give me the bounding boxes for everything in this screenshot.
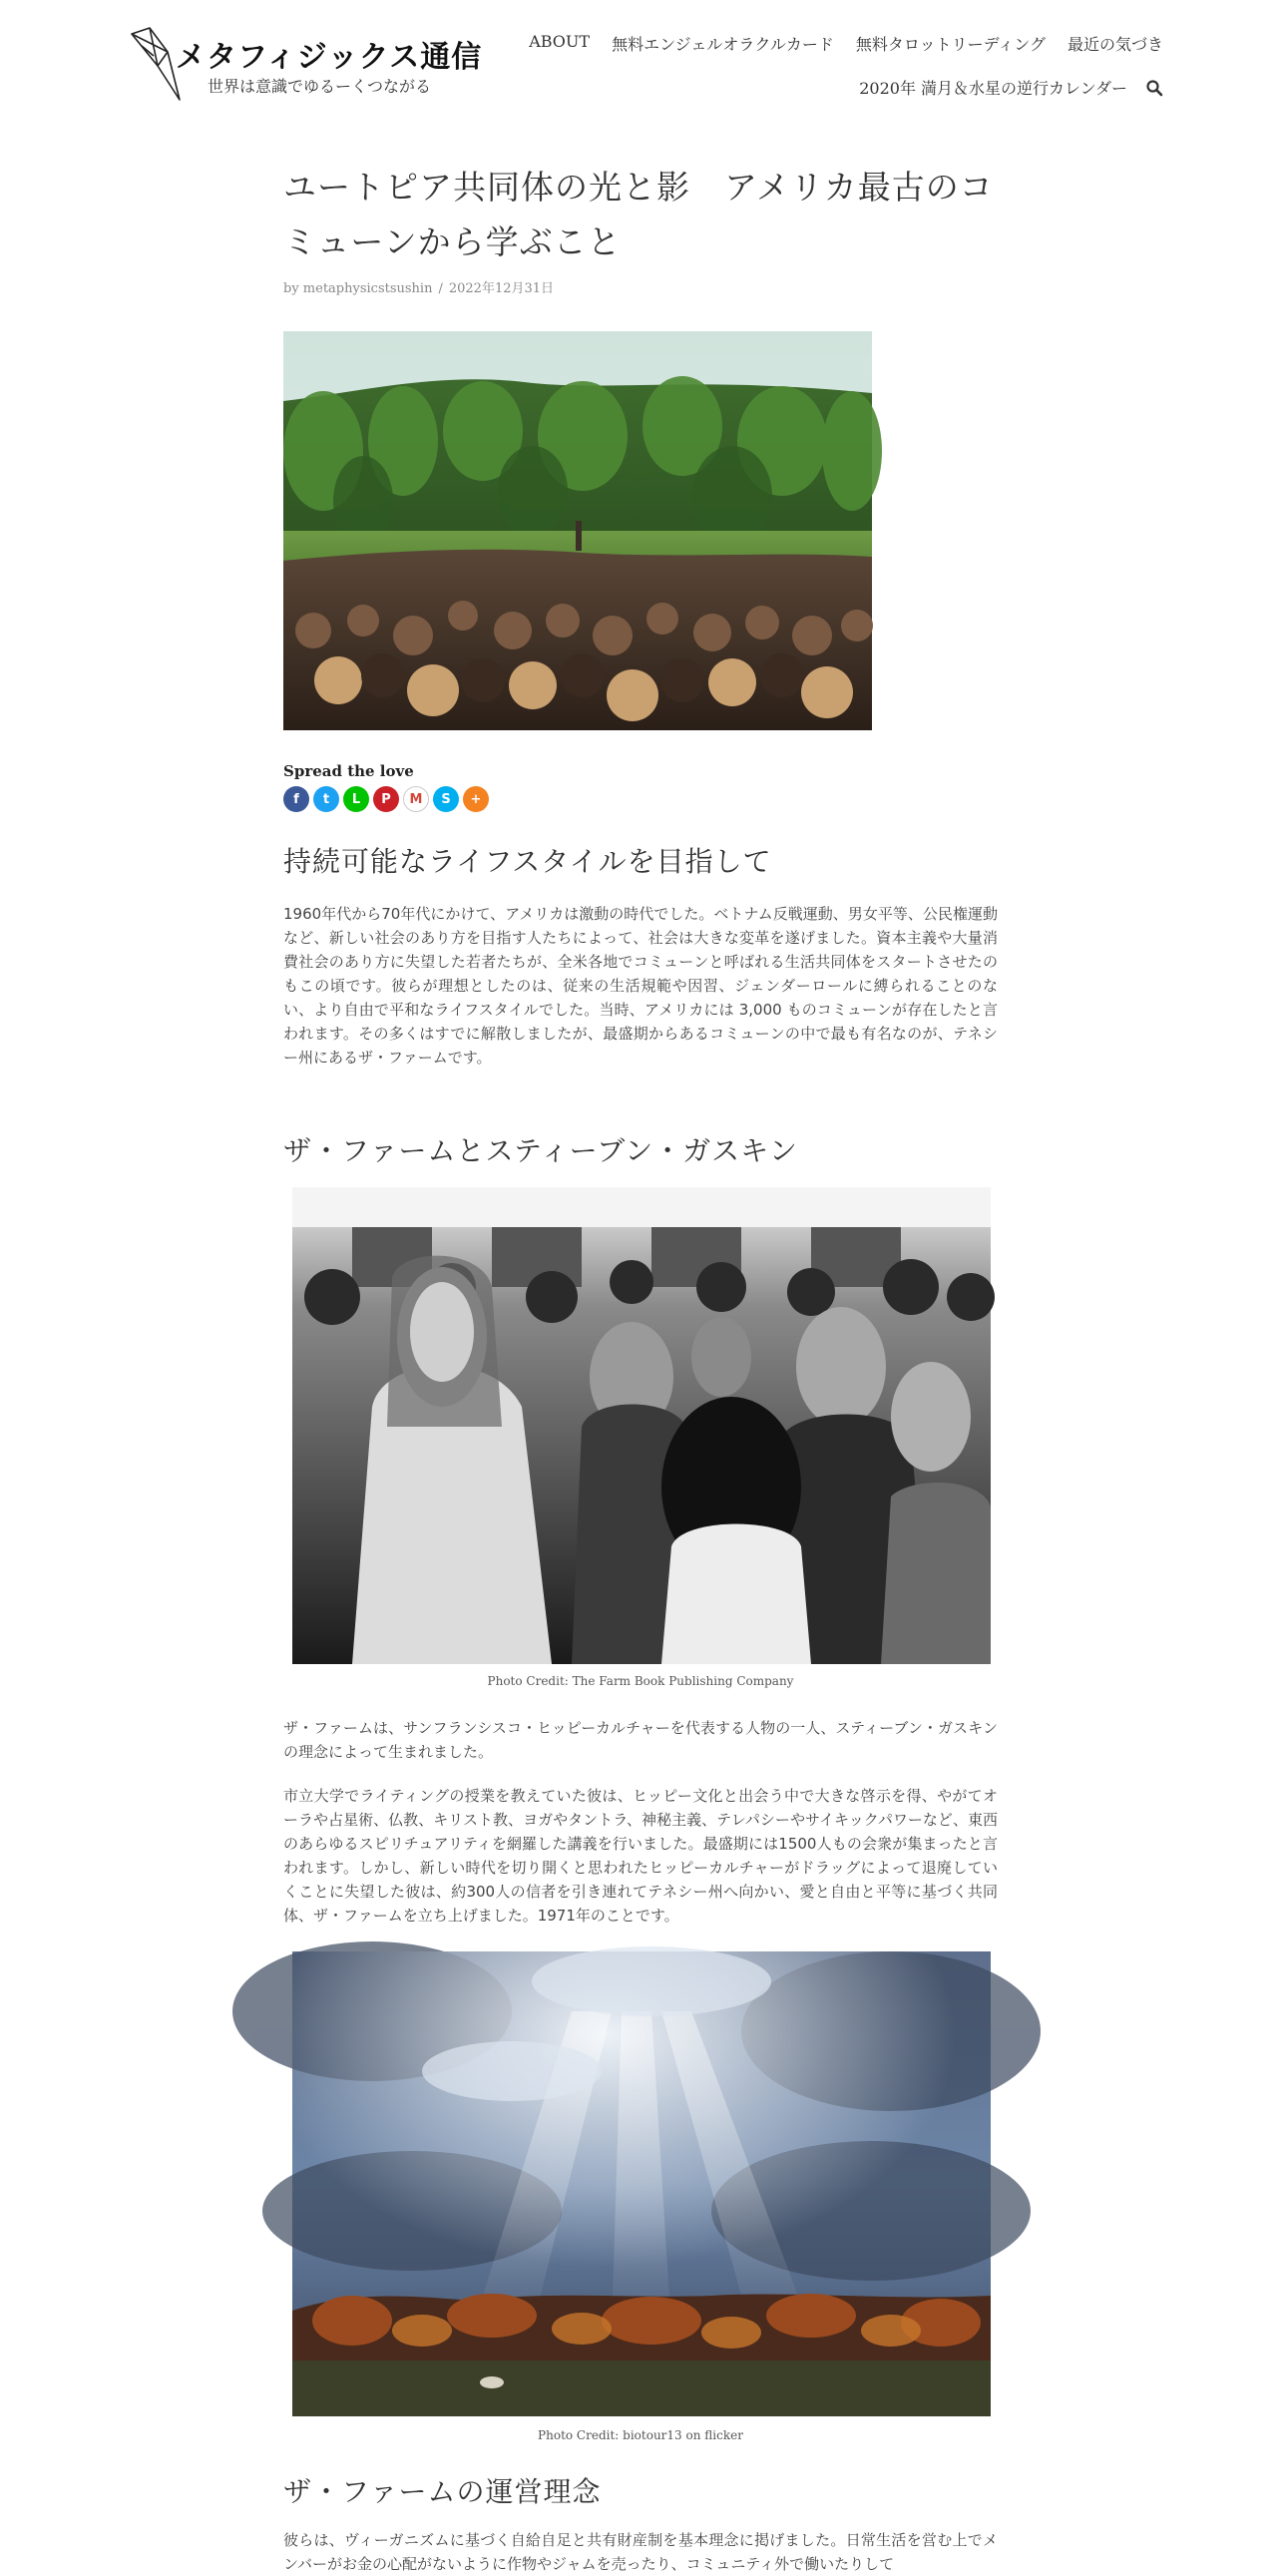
photo-caption-gaskin: Photo Credit: The Farm Book Publishing Company <box>487 1674 794 1688</box>
line-icon[interactable]: L <box>343 786 369 812</box>
sunrays-landscape-photo <box>292 1951 991 2416</box>
facebook-icon[interactable]: f <box>283 786 309 812</box>
section-heading-farm-philosophy: ザ・ファームの運営理念 <box>283 2475 602 2508</box>
article <box>283 160 998 2576</box>
sky-photo <box>292 1951 991 2416</box>
gaskin-photo <box>292 1187 991 1664</box>
gmail-icon[interactable]: M <box>403 786 429 812</box>
post-title: ユートピア共同体の光と影 アメリカ最古のコミューンから学ぶこと <box>283 168 994 261</box>
share-label: Spread the love <box>283 762 414 780</box>
twitter-icon[interactable]: t <box>313 786 339 812</box>
section-body-gaskin-history: 市立大学でライティングの授業を教えていた彼は、ヒッピー文化と出会う中で大きな啓示を得、やがてオーラや占星術、仏教、キリスト教、ヨガやタントラ、神秘主義、テレパシーやサイキックパワーなど、東西のあらゆるスピリチュアリティを網羅した講義を行いました。最盛期には1500人もの会衆が集まったと言われます。しかし、新しい時代を切り開くと思われたヒッピーカルチャーがドラッグによって退廃していくことに失望した彼は、約300人の信者を引き連れてテネシー州へ向かい、愛と自由と平等に基づく共同体、ザ・ファームを立ち上げました。1971年のことです。 <box>283 1787 998 1925</box>
nav-row-primary <box>529 32 1163 55</box>
share-buttons <box>283 786 998 812</box>
gathering-photo <box>283 331 872 730</box>
section-body-sustainable: 1960年代から70年代にかけて、アメリカは激動の時代でした。ベトナム反戦運動、男女平等、公民権運動など、新しい社会のあり方を目指す人たちによって、社会は大きな変革を遂げました。資本主義や大量消費社会のあり方に失望した若者たちが、全米各地でコミューンと呼ばれる生活共同体をスタートさせたのもこの頃です。彼らが理想としたのは、従来の生活規範や因習、ジェンダーロールに縛られることのない、より自由で平和なライフスタイルでした。当時、アメリカには 3,000 ものコミューンが存在したと言われます。その多くはすでに解散しましたが、最盛期からあるコミューンの中で最も有名なのが、テネシー州にあるザ・ファームです。 <box>283 905 998 1067</box>
site-logo[interactable] <box>128 26 483 106</box>
skype-icon[interactable]: S <box>433 786 459 812</box>
nav-item-calendar[interactable]: 2020年 満月＆水星の逆行カレンダー <box>859 79 1127 98</box>
nav-item-recent[interactable]: 最近の気づき <box>1067 35 1163 54</box>
meta-separator: / <box>438 281 443 296</box>
section-body-farm-philosophy: 彼らは、ヴィーガニズムに基づく自給自足と共有財産制を基本理念に掲げました。日常生活を営む上でメンバーがお金の心配がないように作物やジャムを売ったり、コミュニティ外で働いたりして <box>283 2531 998 2573</box>
nav-item-tarot[interactable]: 無料タロットリーディング <box>855 35 1046 54</box>
gaskin-crowd-photo <box>292 1187 991 1664</box>
featured-image <box>283 331 872 730</box>
section-heading-farm-gaskin: ザ・ファームとスティーブン・ガスキン <box>283 1134 798 1167</box>
section-body-farm-intro: ザ・ファームは、サンフランシスコ・ヒッピーカルチャーを代表する人物の一人、スティーブン・ガスキンの理念によって生まれました。 <box>283 1719 998 1761</box>
post-meta <box>283 277 998 296</box>
nav-item-angel-oracle[interactable]: 無料エンジェルオラクルカード <box>612 35 834 54</box>
post-date: 2022年12月31日 <box>448 281 555 296</box>
search-icon[interactable] <box>1145 79 1163 97</box>
main-nav <box>445 28 1163 108</box>
post-author[interactable]: by metaphysicstsushin <box>283 281 433 296</box>
nav-item-about[interactable]: ABOUT <box>529 32 591 51</box>
nav-row-secondary <box>859 76 1163 99</box>
site-header <box>0 0 1281 120</box>
more-icon[interactable]: + <box>463 786 489 812</box>
photo-caption-sky: Photo Credit: biotour13 on flicker <box>538 2428 743 2442</box>
site-title[interactable]: メタフィジックス通信 <box>176 40 483 75</box>
pinterest-icon[interactable]: P <box>373 786 399 812</box>
site-tagline: 世界は意識でゆるーくつながる <box>208 77 432 96</box>
section-heading-sustainable: 持続可能なライフスタイルを目指して <box>283 845 772 878</box>
